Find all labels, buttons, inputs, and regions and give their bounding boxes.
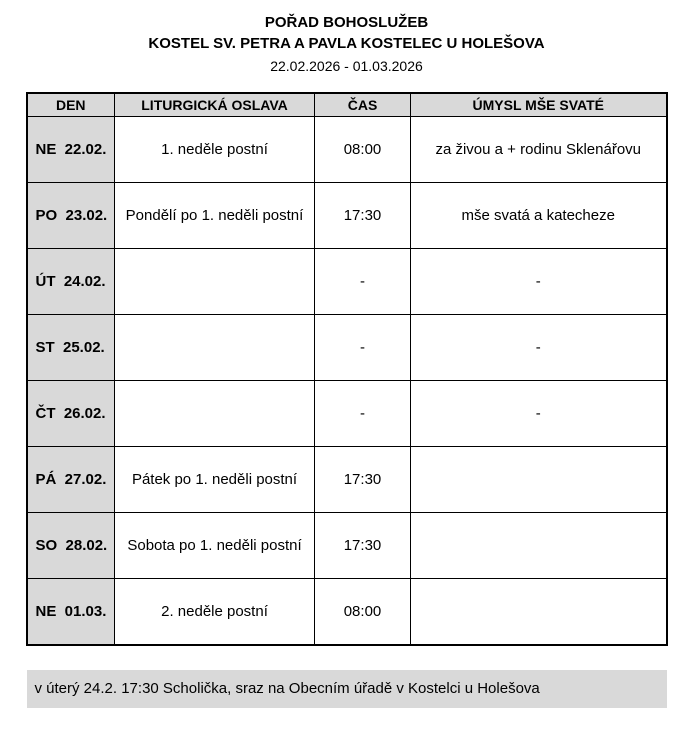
liturgy-cell — [115, 249, 315, 315]
intention-cell: mše svatá a katecheze — [411, 183, 667, 249]
intention-cell — [411, 579, 667, 645]
time-cell: - — [315, 249, 411, 315]
day-cell: ČT 26.02. — [27, 381, 115, 447]
intention-cell: - — [411, 249, 667, 315]
liturgy-cell: Pondělí po 1. neděli postní — [115, 183, 315, 249]
table-row — [27, 249, 667, 315]
time-cell: - — [315, 381, 411, 447]
table-row — [27, 447, 667, 513]
day-cell: PÁ 27.02. — [27, 447, 115, 513]
day-cell: ST 25.02. — [27, 315, 115, 381]
time-cell: 08:00 — [315, 117, 411, 183]
time-cell: - — [315, 315, 411, 381]
table-row — [27, 579, 667, 645]
intention-cell: - — [411, 381, 667, 447]
time-cell: 08:00 — [315, 579, 411, 645]
column-header-den: DEN — [27, 93, 115, 117]
page-subtitle: KOSTEL SV. PETRA A PAVLA KOSTELEC U HOLEŠOVA — [148, 35, 545, 52]
table-row — [27, 381, 667, 447]
intention-cell: - — [411, 315, 667, 381]
liturgy-cell — [115, 381, 315, 447]
intention-cell: za živou a + rodinu Sklenářovu — [411, 117, 667, 183]
column-header-time: ČAS — [315, 93, 411, 117]
intention-cell — [411, 513, 667, 579]
day-cell: NE 22.02. — [27, 117, 115, 183]
table-row — [27, 513, 667, 579]
schedule-table — [26, 92, 668, 646]
time-cell: 17:30 — [315, 447, 411, 513]
liturgy-cell — [115, 315, 315, 381]
liturgy-cell: 1. neděle postní — [115, 117, 315, 183]
liturgy-cell: 2. neděle postní — [115, 579, 315, 645]
date-range: 22.02.2026 - 01.03.2026 — [270, 58, 423, 74]
liturgy-cell: Pátek po 1. neděli postní — [115, 447, 315, 513]
table-header-row — [27, 93, 667, 117]
day-cell: PO 23.02. — [27, 183, 115, 249]
time-cell: 17:30 — [315, 183, 411, 249]
table-row — [27, 183, 667, 249]
day-cell: SO 28.02. — [27, 513, 115, 579]
column-header-liturgy: LITURGICKÁ OSLAVA — [115, 93, 315, 117]
day-cell: NE 01.03. — [27, 579, 115, 645]
document-header — [0, 12, 693, 76]
liturgy-cell: Sobota po 1. neděli postní — [115, 513, 315, 579]
day-cell: ÚT 24.02. — [27, 249, 115, 315]
table-row — [27, 117, 667, 183]
page-title: POŘAD BOHOSLUŽEB — [264, 14, 429, 31]
intention-cell — [411, 447, 667, 513]
footer-note: v úterý 24.2. 17:30 Scholička, sraz na Obecním úřadě v Kostelci u Holešova — [27, 670, 667, 708]
column-header-intention: ÚMYSL MŠE SVATÉ — [411, 93, 667, 117]
time-cell: 17:30 — [315, 513, 411, 579]
table-row — [27, 315, 667, 381]
